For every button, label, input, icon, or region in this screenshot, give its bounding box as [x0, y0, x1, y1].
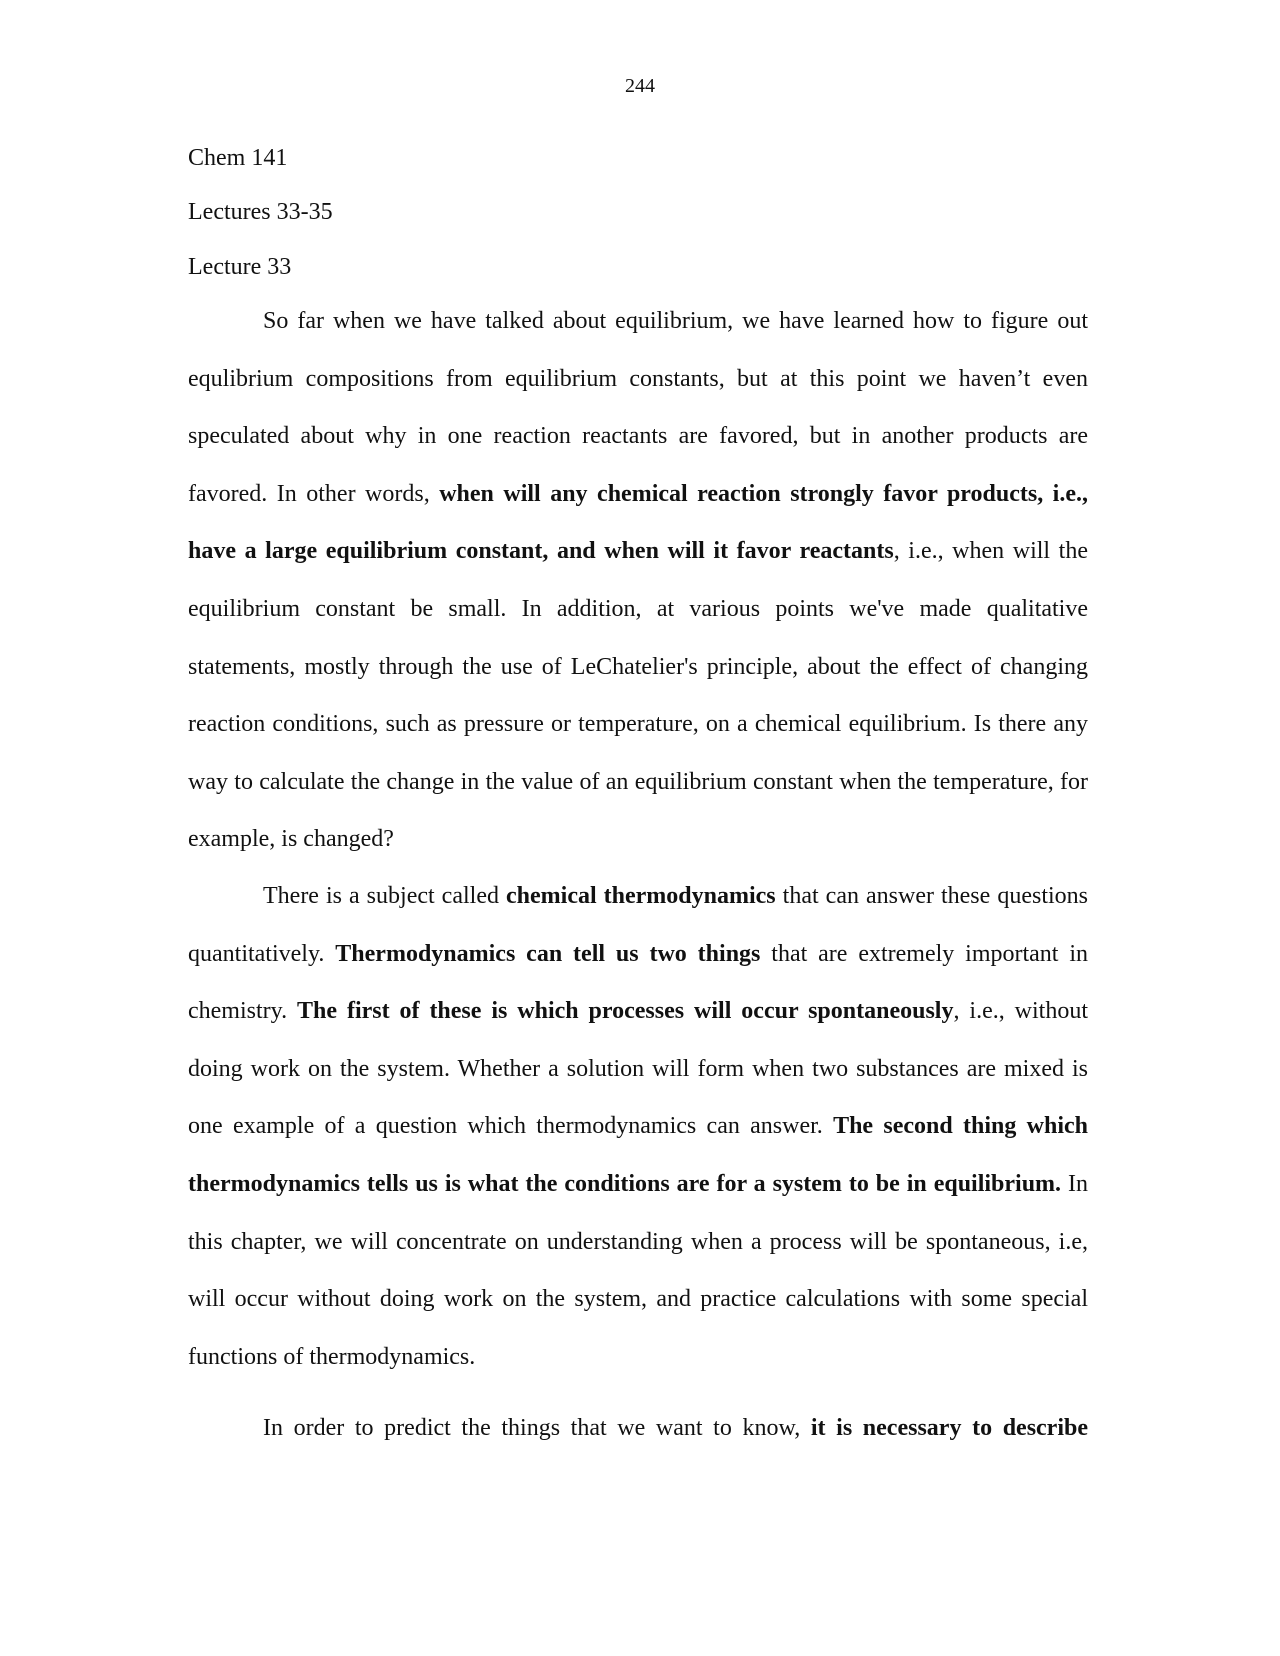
lecture-heading: Lecture 33	[188, 254, 292, 280]
emphasis-text: The first of these is which processes will occur spontaneously	[297, 998, 954, 1025]
emphasis-text: chemical thermodynamics	[506, 883, 776, 909]
paragraph-text: In this chapter, we will concentrate on understanding when a process will be spontaneous, i.e, will occur without doing work on the system, and practice calculations with some special functions of thermodynamics.	[188, 1170, 1089, 1370]
emphasis-text: when will any chemical reaction strongly favor products, i.e., have a large equilibrium constant, and when will it favor reactants	[188, 480, 1088, 565]
paragraph-text: There is a subject called	[263, 883, 506, 909]
paragraph-thermodynamics	[188, 868, 1088, 1386]
lectures-range: Lectures 33-35	[188, 199, 333, 225]
paragraph-text: In order to predict the things that we want to know,	[263, 1415, 811, 1441]
paragraph-prediction	[188, 1400, 1088, 1458]
emphasis-text: Thermodynamics can tell us two things	[335, 940, 761, 967]
emphasis-text: it is necessary to describe	[810, 1415, 1089, 1441]
emphasis-text: The second thing which thermodynamics tells us is what the conditions are for a system to be in equilibrium.	[188, 1113, 1088, 1197]
paragraph-text: So far when we have talked about equilibrium, we have learned how to figure out equlibrium compositions from equilibrium constants, but at this point we haven’t even speculated about why in one reaction reactants are favored, but in another products are favored. In other words,	[188, 308, 1088, 507]
paragraph-text: that are extremely important in chemistry.	[188, 940, 1089, 1025]
course-title: Chem 141	[188, 145, 288, 171]
page-number: 244	[625, 75, 655, 97]
paragraph-text: , i.e., when will the equilibrium constant be small. In addition, at various points we've made qualitative statements, mostly through the use of LeChatelier's principle, about the effect of changing reaction conditions, such as pressure or temperature, on a chemical equilibrium. Is there any way to calculate the change in the value of an equilibrium constant when the temperature, for example, is changed?	[188, 538, 1089, 853]
paragraph-equilibrium-intro	[188, 293, 1088, 869]
paragraph-text: , i.e., without doing work on the system. Whether a solution will form when two substances are mixed is one example of a question which thermodynamics can answer.	[188, 998, 1088, 1140]
paragraph-text: that can answer these questions quantitatively.	[188, 883, 1088, 967]
